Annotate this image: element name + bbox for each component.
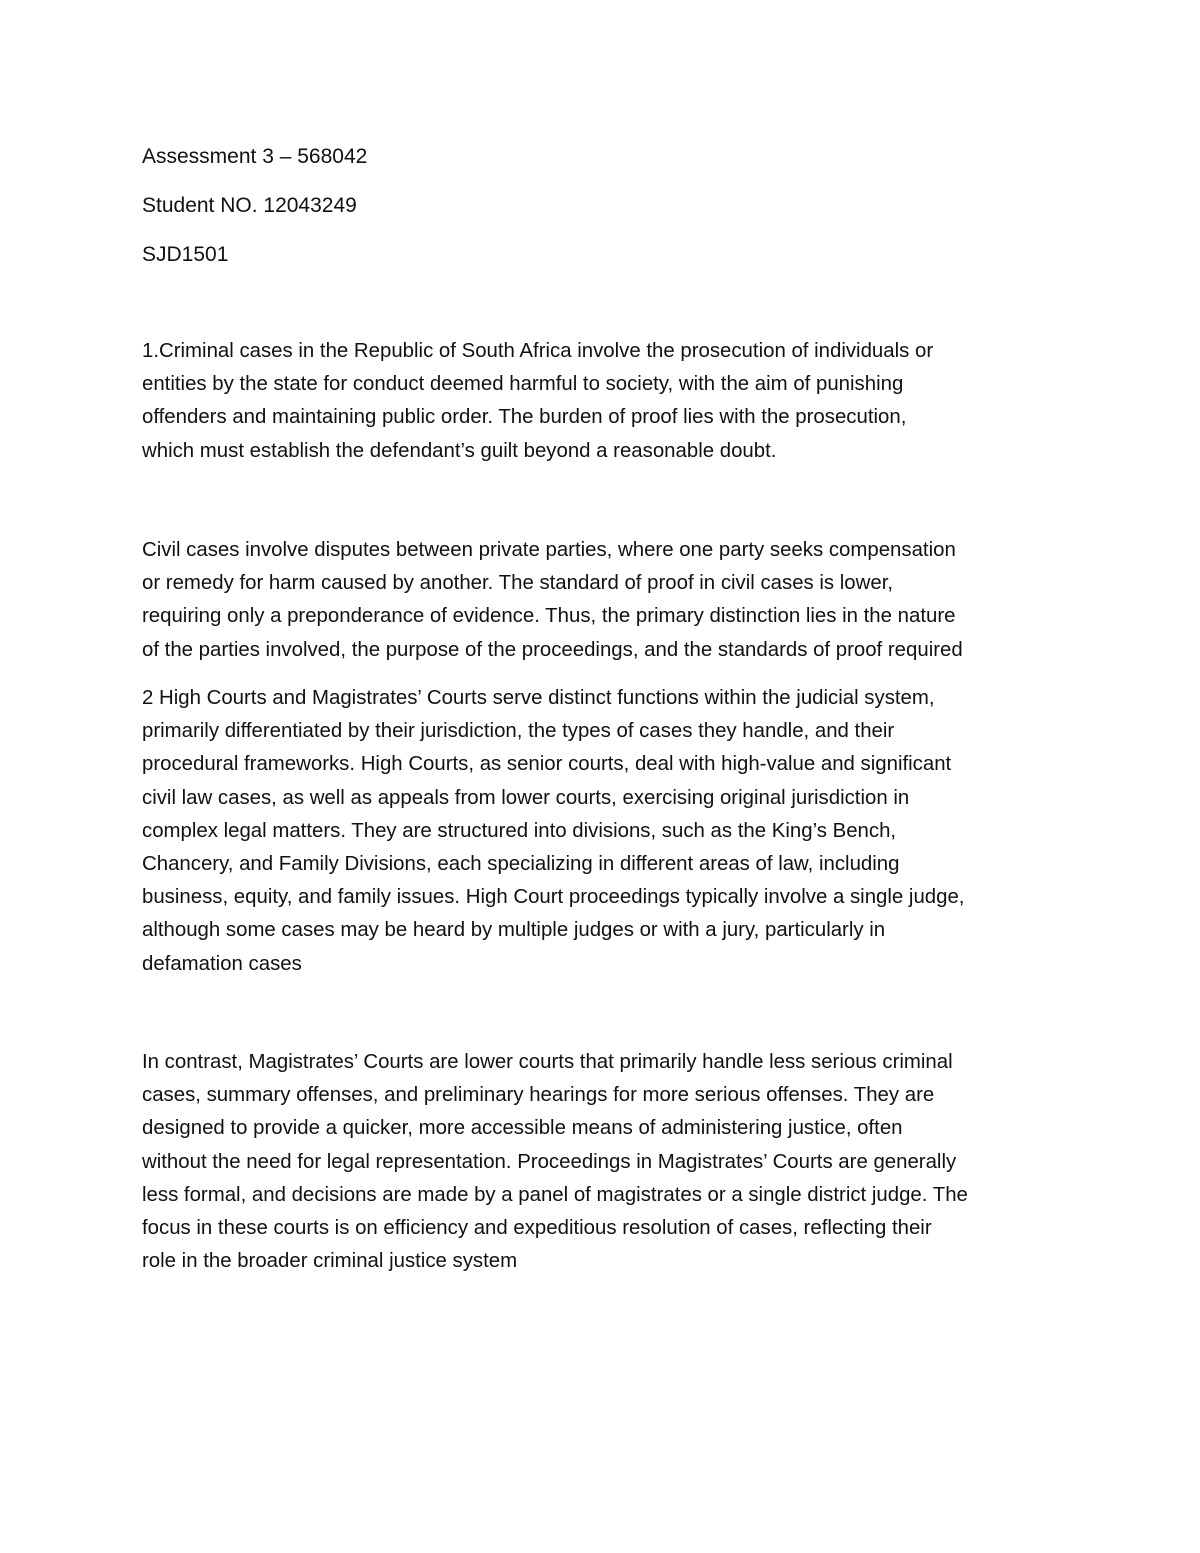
paragraph-civil-cases — [142, 534, 1082, 667]
paragraph-criminal-cases — [142, 335, 1082, 468]
paragraph-line: of the parties involved, the purpose of the proceedings, and the standards of proof required — [142, 638, 963, 661]
paragraph-line: role in the broader criminal justice system — [142, 1250, 518, 1273]
paragraph-line: focus in these courts is on efficiency and expeditious resolution of cases, reflecting their — [142, 1217, 932, 1240]
paragraph-line: defamation cases — [142, 952, 302, 975]
paragraph-line: or remedy for harm caused by another. The standard of proof in civil cases is lower, — [142, 572, 894, 595]
paragraph-magistrates-courts — [142, 1046, 1082, 1278]
student-number: Student NO. 12043249 — [142, 194, 357, 217]
module-code: SJD1501 — [142, 243, 229, 266]
paragraph-line: civil law cases, as well as appeals from lower courts, exercising original jurisdiction in — [142, 786, 910, 809]
paragraph-line: procedural frameworks. High Courts, as senior courts, deal with high-value and significant — [142, 753, 952, 776]
paragraph-line: 1.Criminal cases in the Republic of South Africa involve the prosecution of individuals or — [142, 340, 934, 362]
paragraph-line: requiring only a preponderance of evidence. Thus, the primary distinction lies in the nature — [142, 605, 956, 628]
paragraph-line: without the need for legal representation. Proceedings in Magistrates’ Courts are generally — [142, 1150, 957, 1173]
paragraph-line: although some cases may be heard by multiple judges or with a jury, particularly in — [142, 919, 886, 942]
paragraph-line: In contrast, Magistrates’ Courts are lower courts that primarily handle less serious criminal — [142, 1051, 953, 1073]
paragraph-line: cases, summary offenses, and preliminary hearings for more serious offenses. They are — [142, 1084, 935, 1107]
paragraph-line: primarily differentiated by their jurisdiction, the types of cases they handle, and their — [142, 720, 895, 743]
paragraph-line: which must establish the defendant’s guilt beyond a reasonable doubt. — [142, 439, 777, 462]
paragraph-line: Civil cases involve disputes between private parties, where one party seeks compensation — [142, 539, 956, 561]
paragraph-line: designed to provide a quicker, more accessible means of administering justice, often — [142, 1117, 903, 1140]
paragraph-line: business, equity, and family issues. High Court proceedings typically involve a single judge, — [142, 886, 965, 909]
assessment-title: Assessment 3 – 568042 — [142, 145, 368, 168]
paragraph-line: less formal, and decisions are made by a panel of magistrates or a single district judge. The — [142, 1183, 968, 1206]
paragraph-line: Chancery, and Family Divisions, each specializing in different areas of law, including — [142, 853, 900, 876]
paragraph-line: complex legal matters. They are structured into divisions, such as the King’s Bench, — [142, 819, 897, 842]
paragraph-line: offenders and maintaining public order. The burden of proof lies with the prosecution, — [142, 406, 907, 429]
paragraph-line: entities by the state for conduct deemed harmful to society, with the aim of punishing — [142, 373, 904, 396]
paragraph-high-courts — [142, 682, 1082, 981]
paragraph-line: 2 High Courts and Magistrates’ Courts serve distinct functions within the judicial system, — [142, 687, 935, 709]
